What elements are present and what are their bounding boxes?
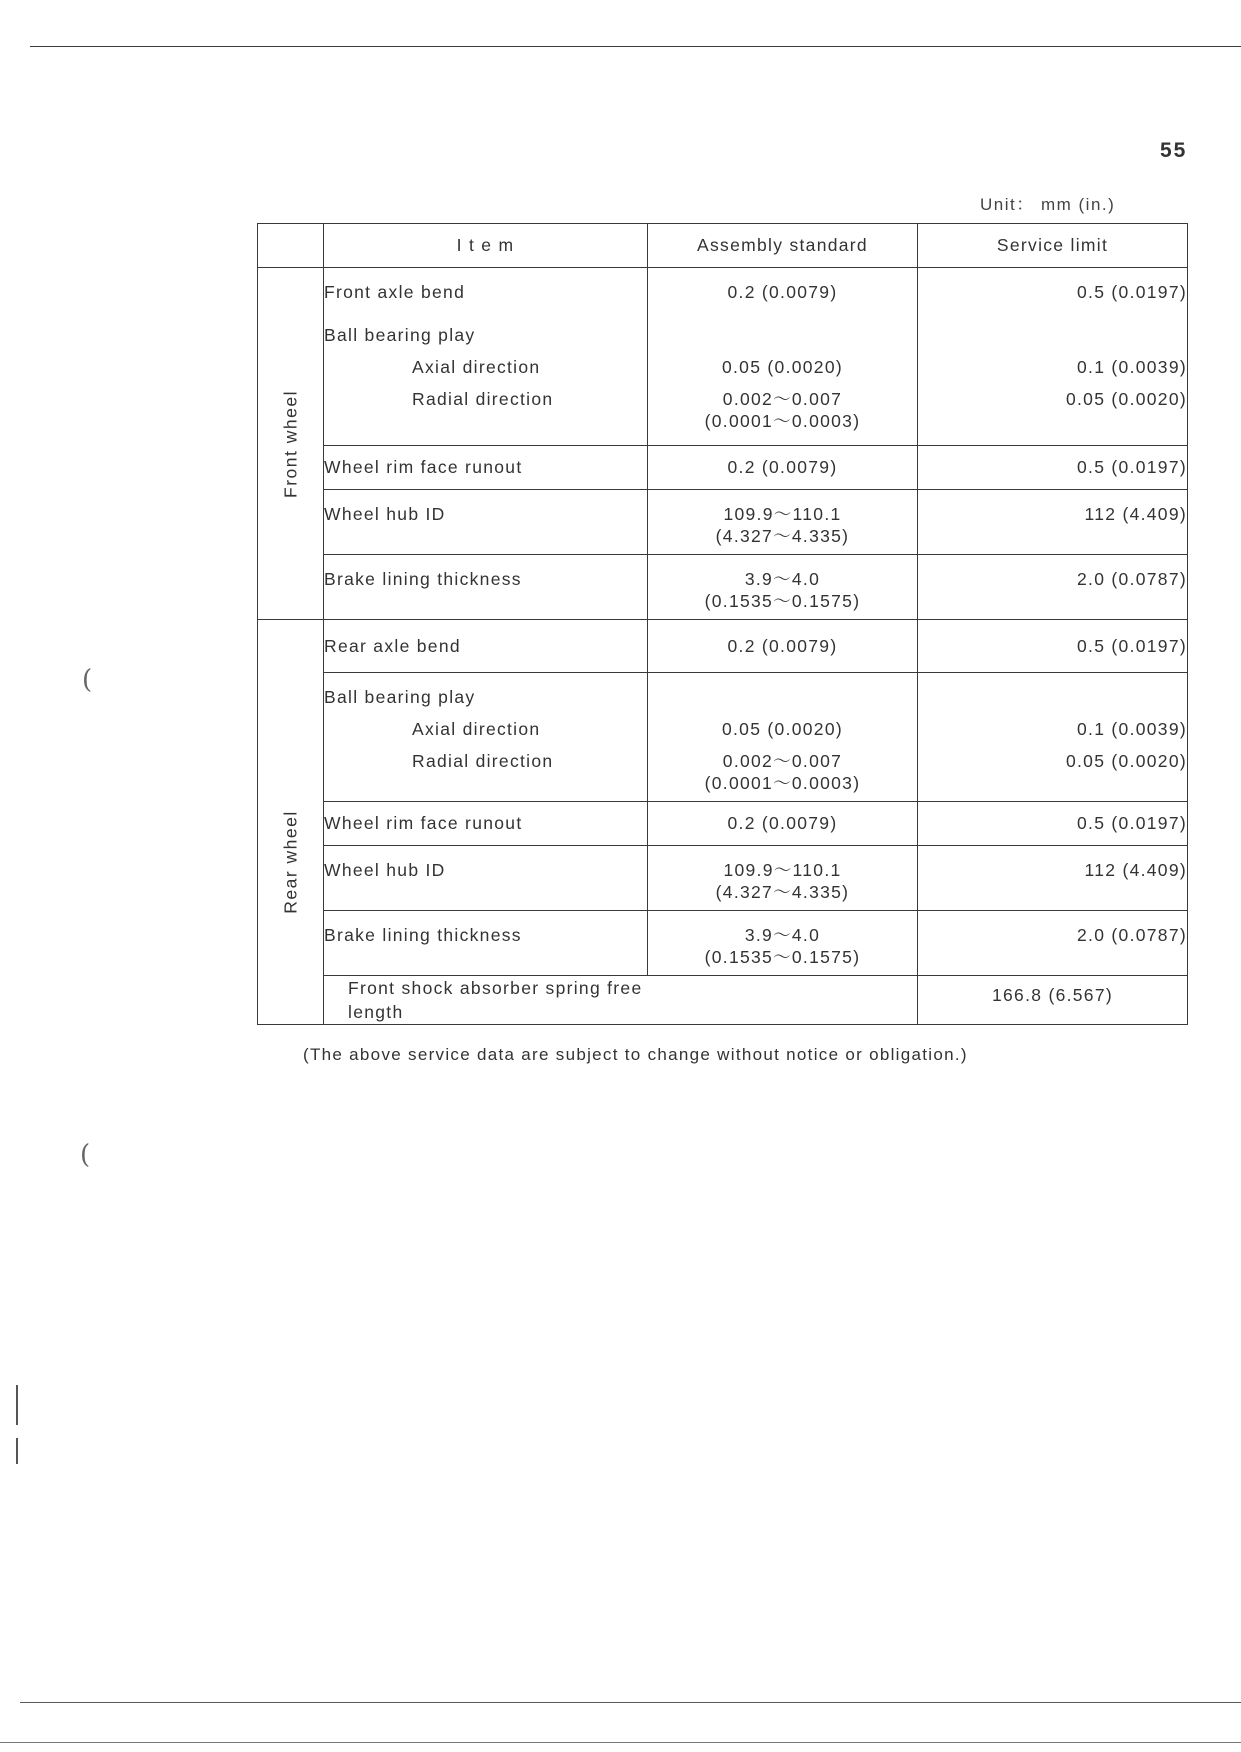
header-service-limit: Service limit — [918, 224, 1188, 268]
item-cell — [324, 555, 648, 620]
limit-value: 0.1 (0.0039) — [1077, 719, 1187, 739]
limit-value: 2.0 (0.0787) — [1077, 569, 1187, 589]
standard-value: 3.9～4.0 — [744, 925, 821, 945]
scan-edge-line-top — [30, 46, 1241, 47]
assembly-standard-cell — [918, 976, 1188, 1025]
standard-value: 3.9～4.0 — [744, 569, 821, 589]
standard-value: 0.002～0.007 — [722, 389, 843, 409]
header-item: I t e m — [324, 224, 648, 268]
standard-value: (0.1535～0.1575) — [704, 947, 861, 967]
standard-value: (4.327～4.335) — [715, 526, 850, 546]
group-label-front-wheel: Front wheel — [280, 389, 300, 498]
limit-value: 2.0 (0.0787) — [1077, 925, 1187, 945]
header-group-cell — [258, 224, 324, 268]
item-label: Brake lining thickness — [324, 925, 522, 945]
standard-value: (4.327～4.335) — [715, 882, 850, 902]
item-cell — [324, 490, 648, 555]
page-number: 55 — [1160, 139, 1188, 162]
scan-artifact-tick — [16, 1385, 18, 1425]
standard-value: 109.9～110.1 — [723, 860, 842, 880]
limit-value: 0.5 (0.0197) — [1077, 282, 1187, 302]
table-row — [258, 911, 1188, 976]
standard-value: 109.9～110.1 — [723, 504, 842, 524]
table-row — [258, 490, 1188, 555]
assembly-standard-cell — [648, 846, 918, 911]
standard-value: (0.0001～0.0003) — [704, 411, 861, 431]
item-cell — [324, 268, 648, 446]
service-limit-cell — [918, 846, 1188, 911]
service-limit-cell — [918, 268, 1188, 446]
item-cell — [324, 673, 648, 802]
item-label: Front axle bend — [324, 282, 466, 302]
group-rear-wheel — [258, 620, 324, 1025]
table-row — [258, 268, 1188, 446]
service-limit-cell — [918, 490, 1188, 555]
standard-value: 0.2 (0.0079) — [727, 636, 838, 656]
item-label: Rear axle bend — [324, 636, 461, 656]
item-cell — [324, 620, 648, 673]
service-limit-cell — [918, 555, 1188, 620]
table-row — [258, 555, 1188, 620]
assembly-standard-cell — [648, 620, 918, 673]
item-label: length — [348, 1002, 404, 1022]
limit-value: 0.5 (0.0197) — [1077, 457, 1187, 477]
standard-value: 0.05 (0.0020) — [721, 719, 843, 739]
item-cell — [324, 802, 648, 846]
item-sublabel: Axial direction — [412, 719, 541, 739]
table-row — [258, 976, 1188, 1025]
item-label: Brake lining thickness — [324, 569, 522, 589]
scan-edge-line-bottom — [20, 1702, 1241, 1703]
item-sublabel: Radial direction — [412, 389, 554, 409]
assembly-standard-cell — [648, 446, 918, 490]
item-label: Ball bearing play — [324, 687, 476, 707]
item-cell — [324, 846, 648, 911]
service-limit-cell — [918, 620, 1188, 673]
limit-value: 0.05 (0.0020) — [1065, 389, 1187, 409]
scan-edge-line-bottom-2 — [0, 1742, 1241, 1743]
table-row — [258, 673, 1188, 802]
limit-value: 112 (4.409) — [1084, 860, 1187, 880]
limit-value: 0.1 (0.0039) — [1077, 357, 1187, 377]
table-row — [258, 446, 1188, 490]
item-label: Ball bearing play — [324, 325, 476, 345]
item-label: Front shock absorber spring free — [348, 978, 643, 998]
standard-value: 166.8 (6.567) — [991, 985, 1113, 1005]
table-row — [258, 846, 1188, 911]
item-cell — [324, 446, 648, 490]
group-front-wheel — [258, 268, 324, 620]
group-label-rear-wheel: Rear wheel — [280, 810, 300, 915]
assembly-standard-cell — [648, 911, 918, 976]
item-sublabel: Radial direction — [412, 751, 554, 771]
table-header-row — [258, 224, 1188, 268]
item-label: Wheel rim face runout — [324, 457, 523, 477]
standard-value: 0.002～0.007 — [722, 751, 843, 771]
standard-value: 0.2 (0.0079) — [727, 457, 838, 477]
standard-value: 0.2 (0.0079) — [727, 813, 838, 833]
header-assembly-standard: Assembly standard — [648, 224, 918, 268]
standard-value: 0.05 (0.0020) — [721, 357, 843, 377]
limit-value: 0.5 (0.0197) — [1077, 813, 1187, 833]
item-label: Wheel rim face runout — [324, 813, 523, 833]
scan-artifact-tick — [16, 1438, 18, 1464]
service-limit-cell — [918, 911, 1188, 976]
footnote: (The above service data are subject to change without notice or obligation.) — [303, 1045, 968, 1064]
scan-artifact-mark: ( — [82, 665, 93, 695]
standard-value: (0.1535～0.1575) — [704, 591, 861, 611]
item-label: Wheel hub ID — [324, 860, 446, 880]
standard-value: 0.2 (0.0079) — [727, 282, 838, 302]
table-row — [258, 802, 1188, 846]
service-spec-table — [257, 223, 1188, 1025]
table-row — [258, 620, 1188, 673]
limit-value: 112 (4.409) — [1084, 504, 1187, 524]
item-cell — [324, 976, 918, 1025]
assembly-standard-cell — [648, 490, 918, 555]
service-limit-cell — [918, 802, 1188, 846]
standard-value: (0.0001～0.0003) — [704, 773, 861, 793]
limit-value: 0.5 (0.0197) — [1077, 636, 1187, 656]
service-limit-cell — [918, 446, 1188, 490]
scan-artifact-mark: ( — [80, 1140, 91, 1170]
limit-value: 0.05 (0.0020) — [1065, 751, 1187, 771]
assembly-standard-cell — [648, 673, 918, 802]
assembly-standard-cell — [648, 555, 918, 620]
unit-label: Unit： mm (in.) — [980, 195, 1116, 214]
assembly-standard-cell — [648, 268, 918, 446]
item-cell — [324, 911, 648, 976]
item-sublabel: Axial direction — [412, 357, 541, 377]
assembly-standard-cell — [648, 802, 918, 846]
service-limit-cell — [918, 673, 1188, 802]
item-label: Wheel hub ID — [324, 504, 446, 524]
